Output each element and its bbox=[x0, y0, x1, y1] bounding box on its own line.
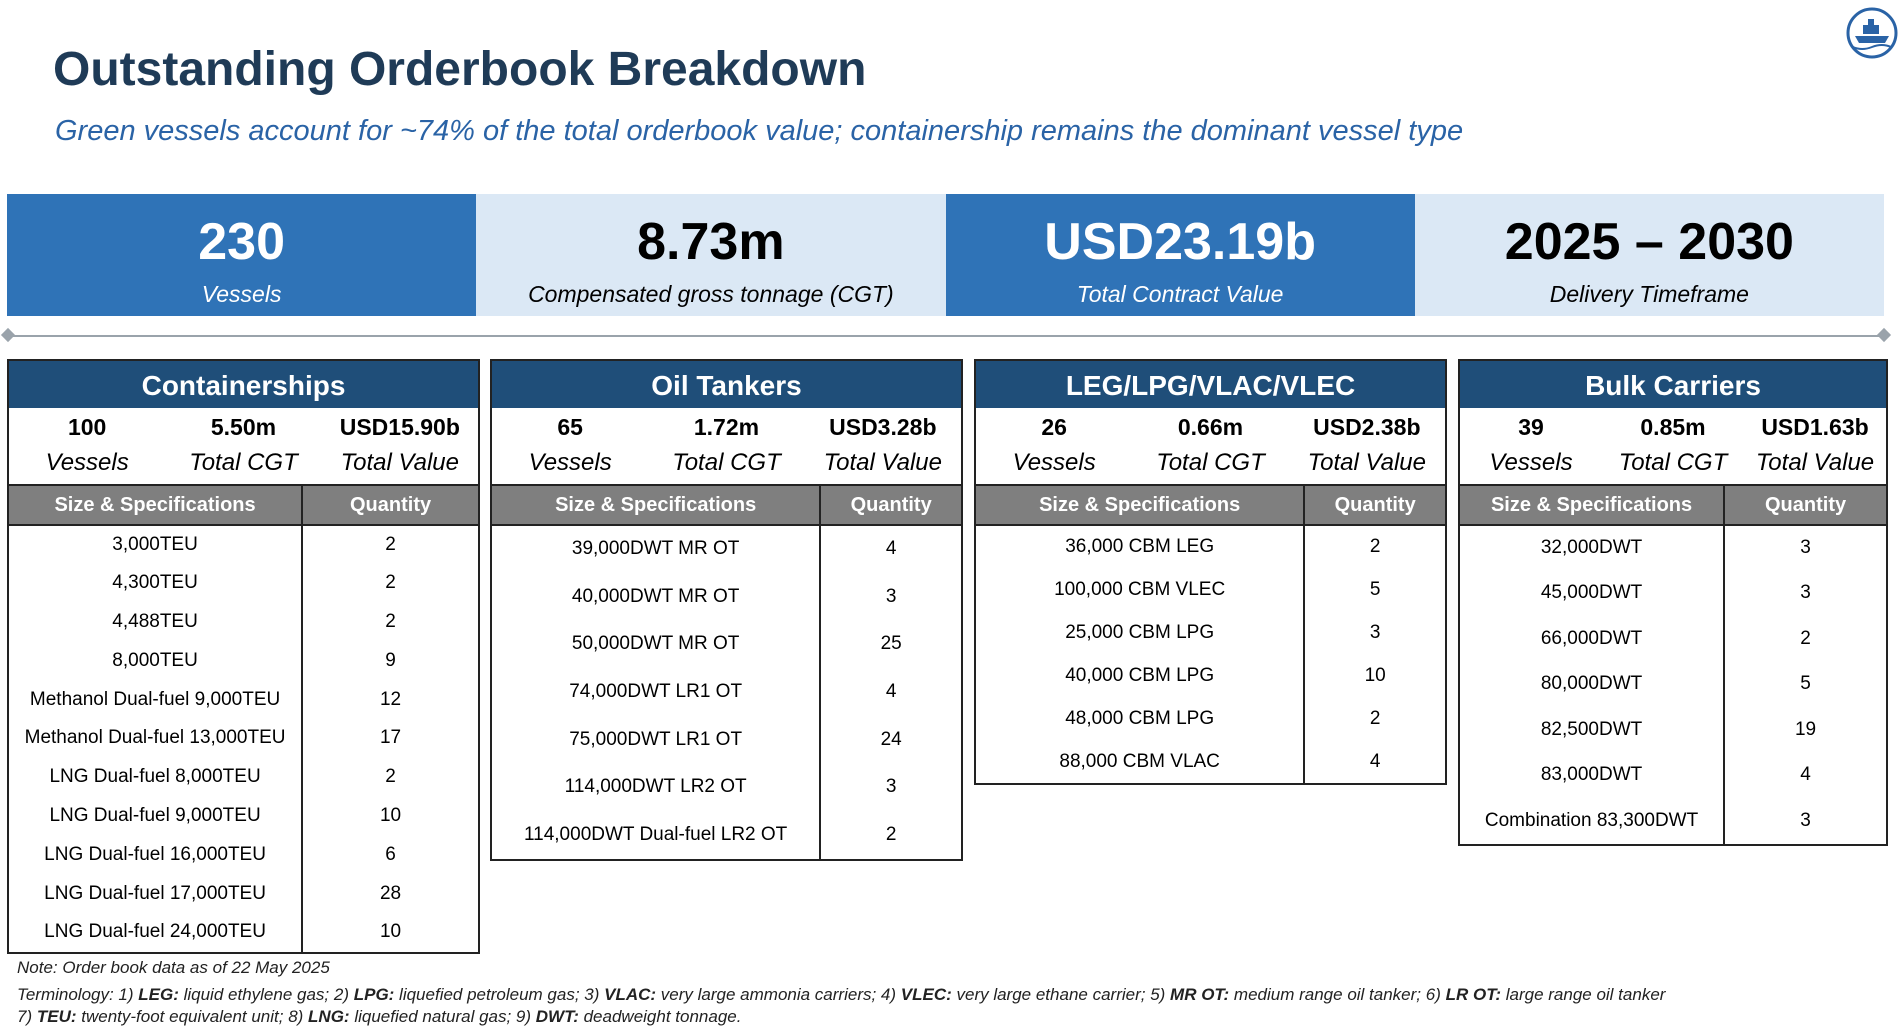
footnote-terminology-line-1 bbox=[17, 985, 1665, 1005]
table-row bbox=[976, 568, 1445, 611]
stat-label: Total CGT bbox=[189, 449, 298, 476]
spec-cell: LNG Dual-fuel 24,000TEU bbox=[9, 913, 302, 952]
section-divider bbox=[7, 335, 1884, 337]
quantity-cell: 3 bbox=[1800, 809, 1811, 831]
kpi-contract-value bbox=[946, 194, 1415, 316]
stat-label: Vessels bbox=[1489, 449, 1573, 476]
panel-stats bbox=[1460, 408, 1886, 484]
spec-cell: 114,000DWT Dual-fuel LR2 OT bbox=[492, 811, 820, 859]
quantity-cell: 2 bbox=[385, 533, 396, 555]
quantity-cell: 24 bbox=[880, 728, 902, 750]
divider-endpoint-right bbox=[1877, 328, 1891, 342]
col-header-spec: Size & Specifications bbox=[9, 485, 302, 525]
footnote-date: Note: Order book data as of 22 May 2025 bbox=[17, 958, 330, 977]
spec-cell: 82,500DWT bbox=[1460, 707, 1724, 753]
table-row bbox=[1460, 525, 1886, 571]
stat-vessels bbox=[492, 412, 648, 482]
stat-value: USD15.90b bbox=[339, 414, 460, 440]
kpi-label: Total Contract Value bbox=[1076, 281, 1284, 307]
stat-vessels bbox=[1460, 412, 1602, 482]
spec-table bbox=[492, 484, 961, 859]
panel-stats bbox=[492, 408, 961, 484]
table-row bbox=[9, 874, 478, 913]
spec-cell: LNG Dual-fuel 17,000TEU bbox=[9, 874, 302, 913]
table-row bbox=[9, 680, 478, 719]
quantity-cell: 2 bbox=[385, 610, 396, 632]
stat-value-total bbox=[805, 412, 961, 482]
table-row bbox=[492, 716, 961, 764]
stat-vessels bbox=[9, 412, 165, 482]
stat-vessels bbox=[976, 412, 1132, 482]
spec-cell: Combination 83,300DWT bbox=[1460, 798, 1724, 844]
ship-logo-icon bbox=[1845, 6, 1899, 60]
spec-table bbox=[1460, 484, 1886, 844]
term-text: liquefied petroleum gas; 3) bbox=[394, 985, 605, 1004]
quantity-cell: 10 bbox=[379, 804, 402, 826]
col-header-quantity: Quantity bbox=[302, 485, 478, 525]
panel-containerships bbox=[7, 359, 480, 954]
quantity-cell: 3 bbox=[1800, 582, 1811, 604]
kpi-delivery bbox=[1415, 194, 1884, 316]
page-title: Outstanding Orderbook Breakdown bbox=[53, 43, 867, 96]
stat-cgt bbox=[165, 412, 321, 482]
term-abbreviation: LR OT: bbox=[1445, 985, 1501, 1004]
stat-value: 0.66m bbox=[1177, 414, 1244, 440]
quantity-cell: 6 bbox=[385, 843, 396, 865]
spec-cell: 114,000DWT LR2 OT bbox=[492, 763, 820, 811]
term-abbreviation: VLAC: bbox=[604, 985, 657, 1004]
table-row bbox=[492, 763, 961, 811]
term-text: medium range oil tanker; 6) bbox=[1229, 985, 1446, 1004]
term-abbreviation: MR OT: bbox=[1170, 985, 1230, 1004]
spec-cell: 88,000 CBM VLAC bbox=[976, 740, 1304, 783]
table-row bbox=[1460, 753, 1886, 799]
stat-cgt bbox=[648, 412, 804, 482]
kpi-strip bbox=[7, 194, 1884, 316]
table-row bbox=[9, 603, 478, 642]
table-row bbox=[9, 835, 478, 874]
kpi-value: 230 bbox=[198, 213, 285, 271]
spec-cell: 75,000DWT LR1 OT bbox=[492, 716, 820, 764]
spec-cell: LNG Dual-fuel 16,000TEU bbox=[9, 835, 302, 874]
spec-cell: 100,000 CBM VLEC bbox=[976, 568, 1304, 611]
divider-endpoint-left bbox=[1, 328, 15, 342]
spec-table bbox=[976, 484, 1445, 783]
stat-cgt bbox=[1132, 412, 1288, 482]
spec-cell: 80,000DWT bbox=[1460, 662, 1724, 708]
stat-value-total bbox=[1744, 412, 1886, 482]
spec-cell: 32,000DWT bbox=[1460, 525, 1724, 571]
stat-label: Vessels bbox=[45, 449, 129, 476]
spec-cell: 83,000DWT bbox=[1460, 753, 1724, 799]
table-row bbox=[9, 525, 478, 564]
term-text: 7) bbox=[17, 1007, 37, 1026]
stat-value: 0.85m bbox=[1640, 414, 1706, 440]
spec-cell: 3,000TEU bbox=[9, 525, 302, 564]
spec-cell: 40,000DWT MR OT bbox=[492, 573, 820, 621]
panel-bulk-carriers bbox=[1458, 359, 1888, 846]
spec-cell: 45,000DWT bbox=[1460, 571, 1724, 617]
quantity-cell: 2 bbox=[385, 572, 396, 594]
table-row bbox=[1460, 798, 1886, 844]
spec-cell: LNG Dual-fuel 9,000TEU bbox=[9, 797, 302, 836]
quantity-cell: 4 bbox=[885, 680, 897, 702]
stat-value-total bbox=[1289, 412, 1445, 482]
table-row bbox=[492, 525, 961, 573]
table-row bbox=[9, 797, 478, 836]
quantity-cell: 3 bbox=[885, 776, 897, 798]
col-header-spec: Size & Specifications bbox=[1460, 485, 1724, 525]
kpi-label: Vessels bbox=[201, 281, 282, 307]
panel-title: Containerships bbox=[9, 361, 478, 408]
kpi-value: USD23.19b bbox=[1044, 213, 1316, 271]
quantity-cell: 3 bbox=[1369, 621, 1381, 643]
kpi-label: Compensated gross tonnage (CGT) bbox=[528, 281, 894, 307]
stat-label: Vessels bbox=[1012, 449, 1096, 476]
col-header-quantity: Quantity bbox=[820, 485, 961, 525]
table-row bbox=[1460, 707, 1886, 753]
col-header-spec: Size & Specifications bbox=[976, 485, 1304, 525]
spec-cell: 74,000DWT LR1 OT bbox=[492, 668, 820, 716]
spec-cell: Methanol Dual-fuel 9,000TEU bbox=[9, 680, 302, 719]
table-row bbox=[9, 758, 478, 797]
panel-stats bbox=[9, 408, 478, 484]
table-row bbox=[976, 654, 1445, 697]
stat-value: 65 bbox=[557, 414, 583, 440]
kpi-value: 2025 – 2030 bbox=[1504, 213, 1794, 271]
table-row bbox=[492, 668, 961, 716]
spec-cell: Methanol Dual-fuel 13,000TEU bbox=[9, 719, 302, 758]
panel-title: Bulk Carriers bbox=[1460, 361, 1886, 408]
table-row bbox=[976, 525, 1445, 568]
stat-value: USD3.28b bbox=[829, 414, 937, 440]
quantity-cell: 28 bbox=[379, 882, 402, 904]
spec-cell: 4,300TEU bbox=[9, 564, 302, 603]
spec-cell: 25,000 CBM LPG bbox=[976, 611, 1304, 654]
quantity-cell: 19 bbox=[1794, 718, 1817, 740]
col-header-spec: Size & Specifications bbox=[492, 485, 820, 525]
quantity-cell: 25 bbox=[880, 633, 902, 655]
stat-label: Total CGT bbox=[1156, 449, 1265, 476]
spec-cell: 48,000 CBM LPG bbox=[976, 697, 1304, 740]
quantity-cell: 5 bbox=[1800, 673, 1811, 695]
spec-cell: 66,000DWT bbox=[1460, 616, 1724, 662]
spec-cell: 36,000 CBM LEG bbox=[976, 525, 1304, 568]
quantity-cell: 3 bbox=[1800, 537, 1811, 559]
stat-label: Total Value bbox=[823, 449, 942, 476]
spec-cell: 40,000 CBM LPG bbox=[976, 654, 1304, 697]
table-row bbox=[492, 811, 961, 859]
term-text: liquefied natural gas; 9) bbox=[349, 1007, 536, 1026]
term-abbreviation: DWT: bbox=[535, 1007, 579, 1026]
col-header-quantity: Quantity bbox=[1724, 485, 1886, 525]
stat-value: USD1.63b bbox=[1761, 414, 1869, 440]
spec-cell: LNG Dual-fuel 8,000TEU bbox=[9, 758, 302, 797]
page-subtitle: Green vessels account for ~74% of the total orderbook value; containership remains the dominant vessel type bbox=[55, 115, 1464, 147]
term-text: very large ammonia carriers; 4) bbox=[656, 985, 901, 1004]
term-text: very large ethane carrier; 5) bbox=[951, 985, 1171, 1004]
table-row bbox=[9, 564, 478, 603]
quantity-cell: 4 bbox=[885, 538, 897, 560]
panel-title: Oil Tankers bbox=[492, 361, 961, 408]
stat-label: Total CGT bbox=[1618, 449, 1728, 476]
panel-gas-carriers bbox=[974, 359, 1447, 785]
table-row bbox=[976, 697, 1445, 740]
spec-cell: 4,488TEU bbox=[9, 603, 302, 642]
stat-value: 100 bbox=[67, 414, 107, 440]
panel-oil-tankers bbox=[490, 359, 963, 861]
stat-label: Total Value bbox=[1307, 449, 1426, 476]
spec-cell: 39,000DWT MR OT bbox=[492, 525, 820, 573]
spec-cell: 8,000TEU bbox=[9, 641, 302, 680]
stat-value: USD2.38b bbox=[1313, 414, 1421, 440]
kpi-value: 8.73m bbox=[637, 213, 785, 271]
panel-title: LEG/LPG/VLAC/VLEC bbox=[976, 361, 1445, 408]
stat-value: 26 bbox=[1041, 414, 1067, 440]
quantity-cell: 2 bbox=[1369, 707, 1381, 729]
term-text: liquid ethylene gas; 2) bbox=[178, 985, 354, 1004]
spec-cell: 50,000DWT MR OT bbox=[492, 620, 820, 668]
quantity-cell: 2 bbox=[1369, 536, 1381, 557]
term-abbreviation: LPG: bbox=[353, 985, 395, 1004]
quantity-cell: 2 bbox=[1800, 627, 1811, 649]
stat-label: Vessels bbox=[528, 449, 612, 476]
quantity-cell: 4 bbox=[1369, 750, 1381, 772]
term-text: deadweight tonnage. bbox=[578, 1007, 742, 1026]
term-text: twenty-foot equivalent unit; 8) bbox=[76, 1007, 309, 1026]
table-row bbox=[976, 740, 1445, 783]
kpi-cgt bbox=[476, 194, 945, 316]
table-row bbox=[9, 641, 478, 680]
quantity-cell: 10 bbox=[379, 921, 402, 943]
quantity-cell: 3 bbox=[885, 585, 897, 607]
table-row bbox=[9, 913, 478, 952]
term-abbreviation: LNG: bbox=[308, 1007, 350, 1026]
quantity-cell: 9 bbox=[385, 649, 396, 671]
spec-table bbox=[9, 484, 478, 952]
quantity-cell: 10 bbox=[1364, 664, 1386, 686]
quantity-cell: 2 bbox=[385, 766, 396, 788]
table-row bbox=[1460, 616, 1886, 662]
table-row bbox=[976, 611, 1445, 654]
panel-stats bbox=[976, 408, 1445, 484]
stat-value: 5.50m bbox=[210, 414, 277, 440]
kpi-vessels bbox=[7, 194, 476, 316]
quantity-cell: 4 bbox=[1800, 764, 1811, 786]
stat-cgt bbox=[1602, 412, 1744, 482]
table-row bbox=[9, 719, 478, 758]
stat-label: Total Value bbox=[1755, 449, 1875, 476]
table-row bbox=[492, 573, 961, 621]
col-header-quantity: Quantity bbox=[1304, 485, 1445, 525]
stat-value-total bbox=[322, 412, 478, 482]
quantity-cell: 2 bbox=[885, 823, 897, 845]
term-text: large range oil tanker bbox=[1501, 985, 1666, 1004]
table-row bbox=[1460, 662, 1886, 708]
quantity-cell: 5 bbox=[1369, 578, 1381, 600]
stat-value: 1.72m bbox=[693, 414, 760, 440]
table-row bbox=[1460, 571, 1886, 617]
footnote-terminology-line-2 bbox=[17, 1007, 741, 1027]
kpi-label: Delivery Timeframe bbox=[1549, 281, 1749, 307]
term-abbreviation: VLEC: bbox=[900, 985, 952, 1004]
stat-label: Total Value bbox=[340, 449, 459, 476]
table-row bbox=[492, 620, 961, 668]
term-abbreviation: TEU: bbox=[36, 1007, 77, 1026]
term-abbreviation: LEG: bbox=[138, 985, 179, 1004]
stat-value: 39 bbox=[1518, 414, 1544, 440]
quantity-cell: 17 bbox=[379, 727, 402, 749]
stat-label: Total CGT bbox=[672, 449, 781, 476]
quantity-cell: 12 bbox=[379, 688, 402, 710]
term-text: Terminology: 1) bbox=[17, 985, 139, 1004]
